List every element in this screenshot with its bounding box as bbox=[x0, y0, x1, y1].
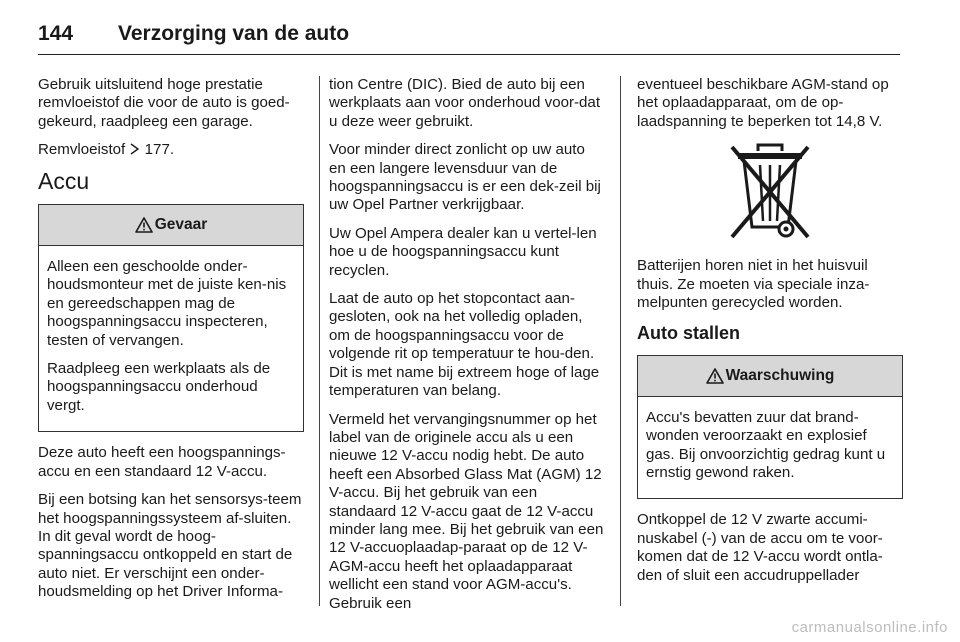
section-heading-auto-stallen: Auto stallen bbox=[637, 323, 741, 344]
page-title: Verzorging van de auto bbox=[118, 22, 350, 45]
column-2 bbox=[329, 76, 604, 623]
watermark: carmanualsonline.info bbox=[791, 619, 948, 636]
warning-triangle-icon bbox=[135, 217, 153, 233]
paragraph: Uw Opel Ampera dealer kan u vertel-len hoe u de hoogspanningsaccu kunt recyclen. bbox=[329, 224, 597, 279]
column-divider bbox=[620, 76, 621, 606]
danger-box-body bbox=[39, 246, 303, 431]
paragraph: Ontkoppel de 12 V zwarte accumi-nuskabel (-) van de accu om te voor-komen dat de 12 V-accu wordt ontla-den of sluit een accudruppellader bbox=[637, 511, 883, 584]
warning-box-body bbox=[638, 397, 902, 499]
page-number: 144 bbox=[38, 22, 74, 45]
column-1 bbox=[38, 76, 304, 612]
warning-box bbox=[637, 355, 903, 500]
page-header bbox=[38, 14, 900, 55]
column-3 bbox=[637, 76, 903, 595]
paragraph: eventueel beschikbare AGM-stand op het oplaadapparaat, om de op-laadspanning te beperken tot 14,8 V. bbox=[637, 76, 889, 130]
warning-triangle-icon bbox=[706, 368, 724, 384]
danger-box-header bbox=[39, 205, 303, 246]
reference-label: Remvloeistof bbox=[38, 141, 126, 159]
paragraph: Voor minder direct zonlicht op uw auto en een langere levensduur van de hoogspanningsaccu is er een dek-zeil bij uw Opel Partner verkrijgbaar. bbox=[329, 141, 601, 214]
section-heading-accu: Accu bbox=[38, 167, 90, 194]
warning-box-title: Waarschuwing bbox=[725, 366, 835, 384]
paragraph: Deze auto heeft een hoogspannings-accu en een standaard 12 V-accu. bbox=[38, 444, 286, 480]
danger-box-title: Gevaar bbox=[154, 215, 208, 233]
paragraph: Vermeld het vervangingsnummer op het label van de originele accu als u een nieuwe 12 V-accu nodig hebt. De auto heeft een Absorbed Glass Mat (AGM) 12 V-accu. Bij het gebruik van een standaard 12 V-accu gaat de 12 V-accu minder lang mee. Bij het gebruik van een 12 V-accuoplaadap-paraat op de 12 V-AGM-accu heeft het oplaadapparaat wellicht een stand voor AGM-accu's. Gebruik een bbox=[329, 410, 604, 612]
warning-box-header bbox=[638, 356, 902, 397]
paragraph: Laat de auto op het stopcontact aan-gesloten, ook na het volledig opladen, om de hoogspanningsaccu voor de volgende rit op temperatuur te hou-den. Dit is met name bij extreem hoge of lage temperaturen van belang. bbox=[329, 290, 600, 400]
column-divider bbox=[319, 76, 320, 606]
reference-paragraph bbox=[38, 141, 304, 159]
paragraph: Alleen een geschoolde onder-houdsmonteur met de juiste ken-nis en gereedschappen mag de hoogspanningsaccu inspecteren, testen of vervangen. bbox=[47, 258, 287, 349]
crossed-out-bin-icon bbox=[722, 141, 818, 245]
reference-page-link[interactable]: 177. bbox=[144, 141, 175, 159]
arrow-ref-icon bbox=[129, 141, 140, 158]
paragraph: Gebruik uitsluitend hoge prestatie remvloeistof die voor de auto is goed-gekeurd, raadpleeg een garage. bbox=[38, 76, 290, 130]
paragraph: Accu's bevatten zuur dat brand-wonden veroorzaakt en explosief gas. Bij onvoorzichtig gedrag kunt u ernstig gewond raken. bbox=[646, 408, 886, 482]
danger-box bbox=[38, 204, 304, 432]
paragraph: tion Centre (DIC). Bied de auto bij een werkplaats aan voor onderhoud voor-dat u deze weer gebruikt. bbox=[329, 76, 601, 130]
paragraph: Bij een botsing kan het sensorsys-teem het hoogspanningssysteem af-sluiten. In dit geval wordt de hoog-spanningsaccu ontkoppeld en start de auto niet. Er verschijnt een onder-houdsmelding op het Driver Informa- bbox=[38, 491, 302, 601]
paragraph: Raadpleeg een werkplaats als de hoogspanningsaccu onderhoud vergt. bbox=[47, 360, 271, 414]
paragraph: Batterijen horen niet in het huisvuil thuis. Ze moeten via speciale inza-melpunten gerecycled worden. bbox=[637, 257, 870, 312]
recycling-symbol bbox=[637, 141, 903, 245]
